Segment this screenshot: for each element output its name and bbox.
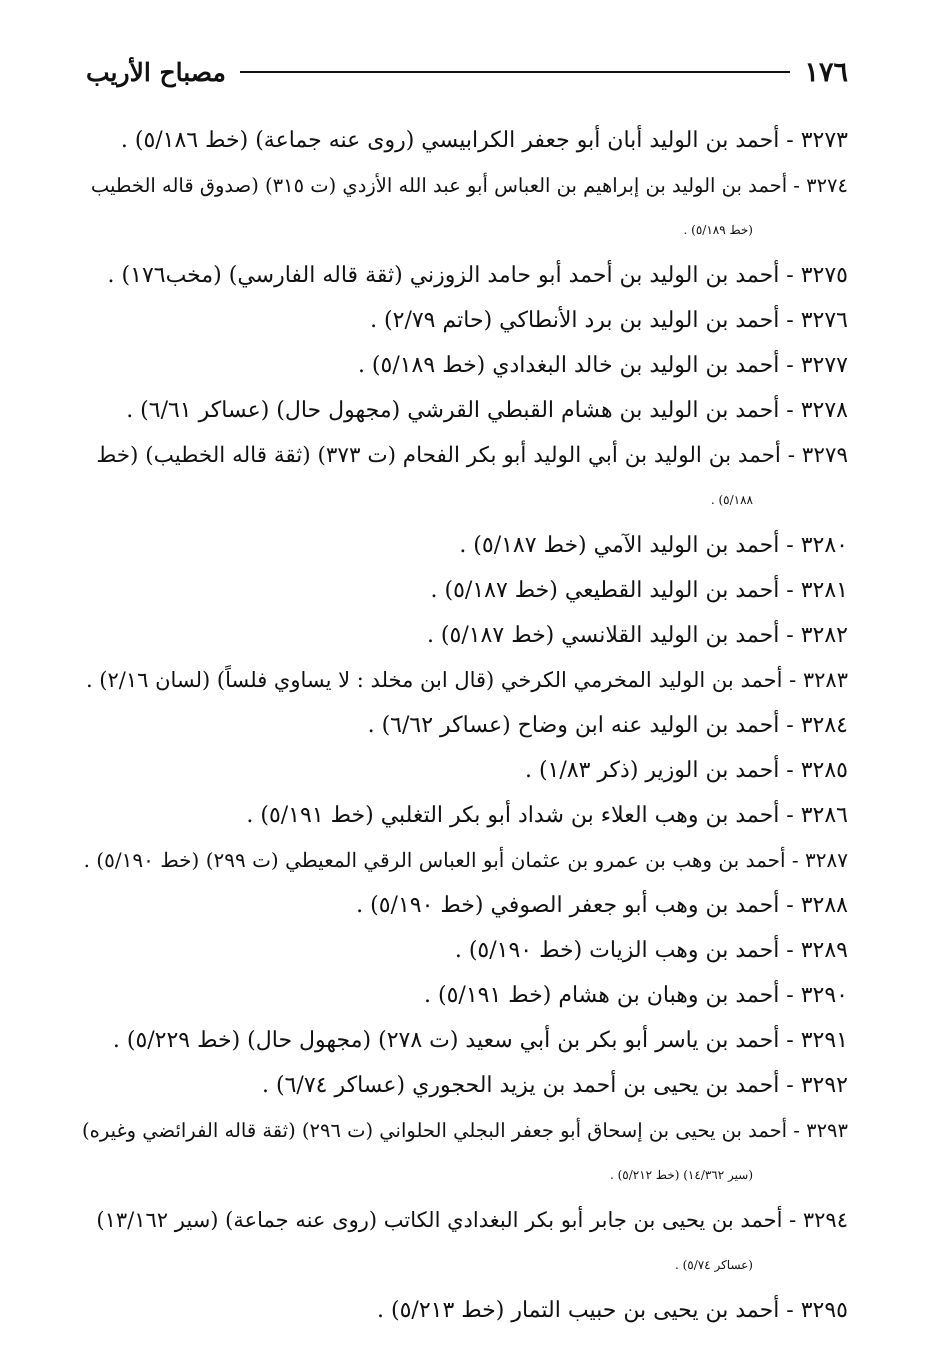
- entry-text: ٣٢٨١ - أحمد بن الوليد القطيعي (خط ٥/١٨٧) .: [430, 578, 848, 603]
- entry-text: ٣٢٨٦ - أحمد بن وهب العلاء بن شداد أبو بكر التغلبي (خط ٥/١٩١) .: [246, 803, 848, 828]
- entry-continuation: (عساكر ٥/٧٤) .: [674, 1258, 753, 1272]
- entry-continuation: ٥/١٨٨) .: [710, 493, 753, 507]
- entry-continuation: (خط ٥/١٨٩) .: [683, 223, 753, 237]
- page-number: ١٧٦: [804, 56, 848, 88]
- entry-text: ٣٢٨٠ - أحمد بن الوليد الآمي (خط ٥/١٨٧) .: [459, 533, 848, 558]
- entry: [80, 1018, 848, 1063]
- entry-list: [80, 118, 848, 1333]
- entry: [80, 118, 848, 163]
- entry-text: ٣٢٩١ - أحمد بن ياسر أبو بكر بن أبي سعيد (ت ٢٧٨) (مجهول حال) (خط ٥/٢٢٩) .: [112, 1028, 848, 1053]
- entry: [80, 298, 848, 343]
- entry-text: ٣٢٩٠ - أحمد بن وهبان بن هشام (خط ٥/١٩١) .: [424, 983, 848, 1008]
- entry: [80, 748, 848, 793]
- entry-text: ٣٢٧٩ - أحمد بن الوليد بن أبي الوليد أبو بكر الفحام (ت ٣٧٣) (ثقة قاله الخطيب) (خط: [96, 443, 848, 468]
- entry: [80, 1198, 848, 1288]
- entry: [80, 388, 848, 433]
- entry-continuation: (سير ١٤/٣٦٢) (خط ٥/٢١٢) .: [609, 1168, 753, 1182]
- entry: [80, 838, 848, 883]
- entry-text: ٣٢٧٧ - أحمد بن الوليد بن خالد البغدادي (خط ٥/١٨٩) .: [357, 353, 848, 378]
- entry: [80, 883, 848, 928]
- page-header: [86, 52, 848, 92]
- entry-text: ٣٢٩٢ - أحمد بن يحيى بن أحمد بن يزيد الحجوري (عساكر ٦/٧٤) .: [262, 1073, 848, 1098]
- entry-text: ٣٢٧٦ - أحمد بن الوليد بن برد الأنطاكي (حاتم ٢/٧٩) .: [370, 308, 848, 333]
- entry: [80, 973, 848, 1018]
- entry: [80, 343, 848, 388]
- entry: [80, 1288, 848, 1333]
- entry: [80, 253, 848, 298]
- entry: [80, 613, 848, 658]
- entry-text: ٣٢٨٨ - أحمد بن وهب أبو جعفر الصوفي (خط ٥/١٩٠) .: [356, 893, 848, 918]
- entry: [80, 523, 848, 568]
- header-rule: [240, 71, 791, 73]
- entry-text: ٣٢٩٣ - أحمد بن يحيى بن إسحاق أبو جعفر البجلي الحلواني (ت ٢٩٦) (ثقة قاله الفرائضي وغيره): [82, 1119, 848, 1142]
- entry-text: ٣٢٨٩ - أحمد بن وهب الزيات (خط ٥/١٩٠) .: [454, 938, 848, 963]
- entry: [80, 433, 848, 523]
- book-title: مصباح الأريب: [86, 57, 226, 87]
- entry-text: ٣٢٨٢ - أحمد بن الوليد القلانسي (خط ٥/١٨٧) .: [426, 623, 848, 648]
- entry-text: ٣٢٨٤ - أحمد بن الوليد عنه ابن وضاح (عساكر ٦/٦٢) .: [367, 713, 848, 738]
- entry: [80, 703, 848, 748]
- entry: [80, 928, 848, 973]
- entry-text: ٣٢٩٥ - أحمد بن يحيى بن حبيب التمار (خط ٥/٢١٣) .: [377, 1298, 848, 1323]
- entry-text: ٣٢٧٨ - أحمد بن الوليد بن هشام القبطي القرشي (مجهول حال) (عساكر ٦/٦١) .: [126, 398, 848, 423]
- entry: [80, 658, 848, 703]
- entry-text: ٣٢٨٧ - أحمد بن وهب بن عمرو بن عثمان أبو العباس الرقي المعيطي (ت ٢٩٩) (خط ٥/١٩٠) .: [83, 848, 848, 872]
- entry-text: ٣٢٩٤ - أحمد بن يحيى بن جابر أبو بكر البغدادي الكاتب (روى عنه جماعة) (سير ١٣/١٦٢): [96, 1208, 848, 1232]
- entry-text: ٣٢٧٥ - أحمد بن الوليد بن أحمد أبو حامد الزوزني (ثقة قاله الفارسي) (مخب١٧٦) .: [107, 263, 848, 288]
- entry: [80, 1108, 848, 1198]
- entry-text: ٣٢٧٤ - أحمد بن الوليد بن إبراهيم بن العباس أبو عبد الله الأزدي (ت ٣١٥) (صدوق قاله الخطيب: [90, 174, 848, 197]
- entry: [80, 793, 848, 838]
- entry-text: ٣٢٨٥ - أحمد بن الوزير (ذكر ١/٨٣) .: [524, 758, 848, 783]
- entry: [80, 163, 848, 253]
- entry: [80, 1063, 848, 1108]
- entry: [80, 568, 848, 613]
- entry-text: ٣٢٧٣ - أحمد بن الوليد أبان أبو جعفر الكرابيسي (روى عنه جماعة) (خط ٥/١٨٦) .: [120, 128, 848, 153]
- entry-text: ٣٢٨٣ - أحمد بن الوليد المخرمي الكرخي (قال ابن مخلد : لا يساوي فلساً) (لسان ٢/١٦) .: [85, 668, 848, 692]
